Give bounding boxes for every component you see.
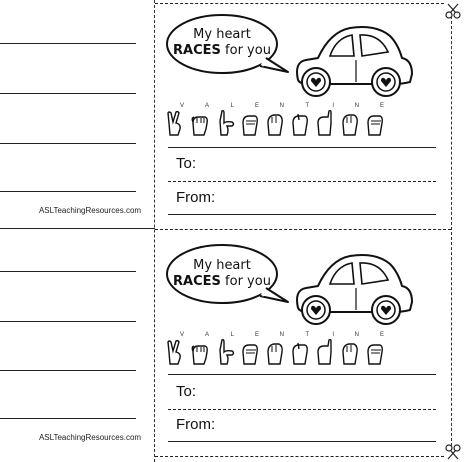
bubble-line-1: My heart <box>193 27 251 42</box>
asl-letter-v: V <box>162 103 187 139</box>
asl-fingerspelling-row <box>162 332 387 368</box>
cut-line <box>451 16 452 446</box>
write-line-1 <box>0 43 136 44</box>
from-label: From: <box>176 416 216 433</box>
hand-sign-icon <box>239 109 261 137</box>
hand-sign-icon <box>189 338 211 366</box>
bubble-line-2 <box>170 43 274 59</box>
asl-letter-e: E <box>237 332 262 368</box>
scissors-icon <box>444 443 462 461</box>
asl-letter-t: T <box>287 103 312 139</box>
hand-sign-icon <box>289 109 311 137</box>
asl-letter-a: A <box>187 332 212 368</box>
asl-letter-v: V <box>162 332 187 368</box>
to-label: To: <box>176 383 197 400</box>
page-divider <box>0 228 155 229</box>
asl-letter-e: E <box>362 103 387 139</box>
bubble-message <box>170 27 274 59</box>
cut-line <box>155 456 444 457</box>
from-label: From: <box>176 189 216 206</box>
hand-sign-icon <box>264 338 286 366</box>
write-line-8 <box>0 418 136 419</box>
asl-letter-n: N <box>337 332 362 368</box>
from-line[interactable] <box>168 441 436 442</box>
hand-sign-icon <box>339 109 361 137</box>
hand-sign-icon <box>364 338 386 366</box>
hand-sign-icon <box>314 109 336 137</box>
bubble-line-2 <box>170 274 274 290</box>
write-line-4 <box>0 191 136 192</box>
hand-sign-icon <box>164 109 186 137</box>
asl-fingerspelling-row <box>162 103 387 139</box>
asl-letter-e: E <box>362 332 387 368</box>
asl-letter-l: L <box>212 103 237 139</box>
write-line-6 <box>0 321 136 322</box>
from-line[interactable] <box>168 214 436 215</box>
asl-letter-i: I <box>312 103 337 139</box>
to-label: To: <box>176 155 197 172</box>
bubble-rest: for you <box>220 274 271 289</box>
write-line-2 <box>0 93 136 94</box>
hand-sign-icon <box>289 338 311 366</box>
credit-text: ASLTeachingResources.com <box>38 206 142 215</box>
asl-letter-i: I <box>312 332 337 368</box>
car-icon <box>290 250 418 328</box>
hand-sign-icon <box>314 338 336 366</box>
bubble-bold-word: RACES <box>173 274 221 289</box>
hand-sign-icon <box>214 109 236 137</box>
bubble-line-1: My heart <box>193 258 251 273</box>
write-line-5 <box>0 271 136 272</box>
hand-sign-icon <box>364 109 386 137</box>
to-line[interactable] <box>168 181 436 182</box>
cut-line <box>155 229 451 230</box>
bubble-message <box>170 258 274 290</box>
asl-letter-n: N <box>337 103 362 139</box>
write-line-7 <box>0 370 136 371</box>
hand-sign-icon <box>189 109 211 137</box>
scissors-icon <box>444 2 462 20</box>
asl-letter-n: N <box>262 332 287 368</box>
asl-letter-a: A <box>187 103 212 139</box>
asl-letter-t: T <box>287 332 312 368</box>
asl-letter-n: N <box>262 103 287 139</box>
card-divider <box>168 147 436 148</box>
cut-line <box>155 3 444 4</box>
hand-sign-icon <box>164 338 186 366</box>
write-line-3 <box>0 143 136 144</box>
hand-sign-icon <box>264 109 286 137</box>
car-icon <box>290 22 418 100</box>
hand-sign-icon <box>339 338 361 366</box>
credit-text: ASLTeachingResources.com <box>38 433 142 442</box>
bubble-bold-word: RACES <box>173 43 221 58</box>
asl-letter-l: L <box>212 332 237 368</box>
cut-line <box>154 0 155 462</box>
hand-sign-icon <box>239 338 261 366</box>
hand-sign-icon <box>214 338 236 366</box>
to-line[interactable] <box>168 409 436 410</box>
asl-letter-e: E <box>237 103 262 139</box>
card-divider <box>168 374 436 375</box>
bubble-rest: for you <box>220 43 271 58</box>
